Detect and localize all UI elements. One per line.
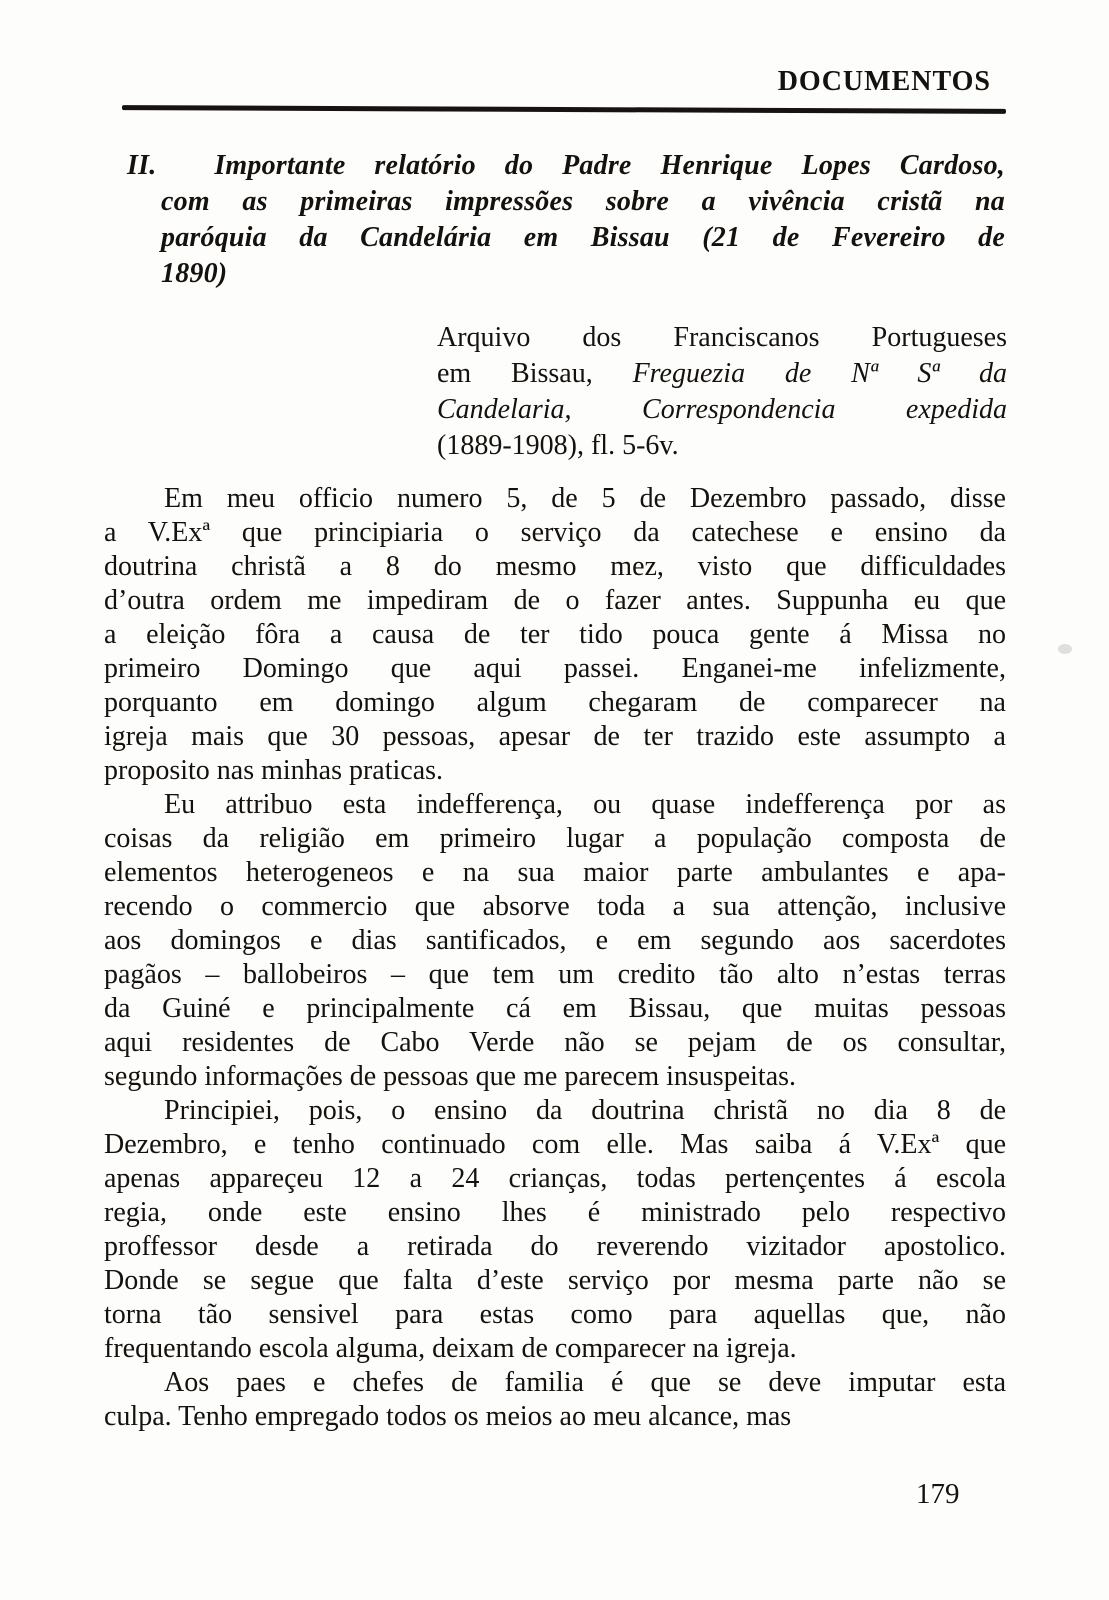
citation-text-segment: Arquivo dos Franciscanos Portugueses	[437, 322, 1007, 353]
text-line: aqui residentes de Cabo Verde não se pejam de os consultar,	[104, 1027, 1006, 1058]
citation-line	[437, 428, 1007, 464]
archive-citation	[437, 320, 1007, 464]
text-line: da Guiné e principalmente cá em Bissau, que muitas pessoas	[104, 993, 1006, 1024]
citation-title-segment: Freguezia de Nª Sª da	[632, 358, 1007, 389]
text-line: proposito nas minhas praticas.	[104, 755, 444, 786]
citation-text-segment: (1889-1908), fl. 5-6v.	[437, 430, 679, 461]
heading-line: II. Importante relatório do Padre Henrique Lopes Cardoso,	[127, 150, 1005, 181]
heading-line: com as primeiras impressões sobre a vivência cristã na	[161, 186, 1005, 217]
body-text	[104, 482, 1006, 1434]
citation-line	[437, 356, 1007, 392]
text-line: recendo o commercio que absorve toda a sua attenção, inclusive	[104, 891, 1006, 922]
text-line: Principiei, pois, o ensino da doutrina christã no dia 8 de	[164, 1095, 1006, 1126]
text-line: Em meu officio numero 5, de 5 de Dezembro passado, disse	[164, 483, 1006, 514]
text-line: proffessor desde a retirada do reverendo vizitador apostolico.	[104, 1231, 1006, 1262]
scan-artifact	[1058, 644, 1072, 654]
text-line: Dezembro, e tenho continuado com elle. Mas saiba á V.Exª que	[104, 1129, 1006, 1160]
text-line: elementos heterogeneos e na sua maior parte ambulantes e apa-	[104, 857, 1006, 888]
text-line: doutrina christã a 8 do mesmo mez, visto que difficuldades	[104, 551, 1006, 582]
text-line: Aos paes e chefes de familia é que se deve imputar esta	[164, 1367, 1006, 1398]
text-line: frequentando escola alguma, deixam de comparecer na igreja.	[104, 1333, 797, 1364]
header-rule	[122, 105, 1006, 114]
section-heading	[127, 148, 1005, 292]
text-line: torna tão sensivel para estas como para aquellas que, não	[104, 1299, 1006, 1330]
text-line: culpa. Tenho empregado todos os meios ao meu alcance, mas	[104, 1401, 792, 1432]
page-number: 179	[916, 1478, 960, 1510]
heading-line: 1890)	[161, 258, 228, 289]
text-line: primeiro Domingo que aqui passei. Enganei-me infelizmente,	[104, 653, 1006, 684]
text-line: a V.Exª que principiaria o serviço da catechese e ensino da	[104, 517, 1006, 548]
body-paragraph	[104, 1094, 1006, 1366]
text-line: igreja mais que 30 pessoas, apesar de ter trazido este assumpto a	[104, 721, 1006, 752]
text-line: aos domingos e dias santificados, e em segundo aos sacerdotes	[104, 925, 1006, 956]
running-header: DOCUMENTOS	[777, 66, 991, 97]
body-paragraph	[104, 1366, 1006, 1434]
citation-text-segment: em Bissau,	[437, 358, 633, 389]
text-line: segundo informações de pessoas que me parecem insuspeitas.	[104, 1061, 797, 1092]
text-line: d’outra ordem me impediram de o fazer antes. Suppunha eu que	[104, 585, 1006, 616]
text-line: porquanto em domingo algum chegaram de comparecer na	[104, 687, 1006, 718]
citation-line	[437, 392, 1007, 428]
text-line: coisas da religião em primeiro lugar a população composta de	[104, 823, 1006, 854]
text-line: regia, onde este ensino lhes é ministrado pelo respectivo	[104, 1197, 1006, 1228]
text-line: Donde se segue que falta d’este serviço por mesma parte não se	[104, 1265, 1006, 1296]
text-line: pagãos – ballobeiros – que tem um credito tão alto n’estas terras	[104, 959, 1006, 990]
citation-title-segment: Candelaria, Correspondencia expedida	[437, 394, 1007, 425]
text-line: apenas appareçeu 12 a 24 crianças, todas pertençentes á escola	[104, 1163, 1006, 1194]
citation-line	[437, 320, 1007, 356]
body-paragraph	[104, 788, 1006, 1094]
heading-line: paróquia da Candelária em Bissau (21 de Fevereiro de	[161, 222, 1005, 253]
body-paragraph	[104, 482, 1006, 788]
text-line: a eleição fôra a causa de ter tido pouca gente á Missa no	[104, 619, 1006, 650]
text-line: Eu attribuo esta indefferença, ou quase indefferença por as	[164, 789, 1006, 820]
